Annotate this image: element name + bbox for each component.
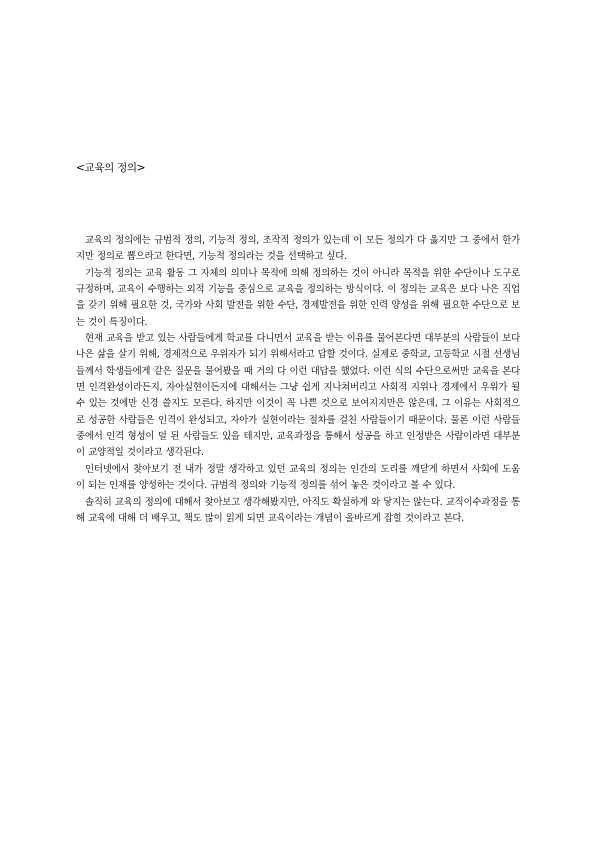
document-title: <교육의 정의> bbox=[76, 162, 146, 174]
paragraph-definition-choice: 교육의 정의에는 규범적 정의, 기능적 정의, 조작적 정의가 있는데 이 모든 정의가 다 옳지만 그 중에서 한가지만 정의로 뽑으라고 한다면, 기능적 정의라는 것을 선택하고 싶다. bbox=[76, 235, 520, 263]
paragraph-personal-definition: 인터넷에서 찾아보기 전 내가 정말 생각하고 있던 교육의 정의는 인간의 도리를 깨닫게 하면서 사회에 도움이 되는 인재를 양성하는 것이다. 규범적 정의와 기능적 정의를 섞어 놓은 것이라고 볼 수 있다. bbox=[76, 463, 520, 492]
paragraph-conclusion: 솔직히 교육의 정의에 대해서 찾아보고 생각해봤지만, 아직도 확실하게 와 닿지는 않는다. 교직이수과정을 통해 교육에 대해 더 배우고, 책도 많이 읽게 되면 교육이라는 개념이 올바르게 잡힐 것이라고 본다. bbox=[76, 496, 520, 524]
paragraph-student-reasons: 현재 교육을 받고 있는 사람들에게 학교를 다니면서 교육을 받는 이유를 물어본다면 대부분의 사람들이 보다 나은 삶을 살기 위해, 경제적으로 우위자가 되기 위해서라고 답할 것이다. 실제로 중학교, 고등학교 시절 선생님들께서 학생들에게 같은 질문을 물어봤을 때 거의 다 이런 대답을 했었다. 이런 식의 수단으로써만 교육을 본다면 인격완성이라든지, 자아실현이든지에 대해서는 그냥 쉽게 지나쳐버리고 사회적 지위나 경제에서 우위가 될 수 있는 것에만 신경 쓸지도 모른다. 하지만 이것이 꼭 나쁜 것으로 보여지지만은 않은데, 그 이유는 사회적으로 성공한 사람들은 인격이 완성되고, 자아가 실현이라는 절차를 걸친 사람들이기 때문이다. 물론 이런 사람들 중에서 인격 형성이 덜 된 사람들도 있을 테지만, 교육과정을 통해서 성공을 하고 인정받은 사람이라면 대부분이 교양적일 것이라고 생각된다. bbox=[76, 333, 520, 459]
document-body bbox=[76, 233, 520, 527]
paragraph-functional-definition: 기능적 정의는 교육 활동 그 자체의 의미나 목적에 의해 정의하는 것이 아니라 목적을 위한 수단이나 도구로 규정하며, 교육이 수행하는 외적 기능을 중심으로 교육을 정의하는 방식이다. 이 정의는 교육은 보다 나은 직업을 갖기 위해 필요한 것, 국가와 사회 발전을 위한 수단, 경제발전을 위한 인력 양성을 위해 필요한 수단으로 보는 것이 특징이다. bbox=[76, 267, 520, 328]
